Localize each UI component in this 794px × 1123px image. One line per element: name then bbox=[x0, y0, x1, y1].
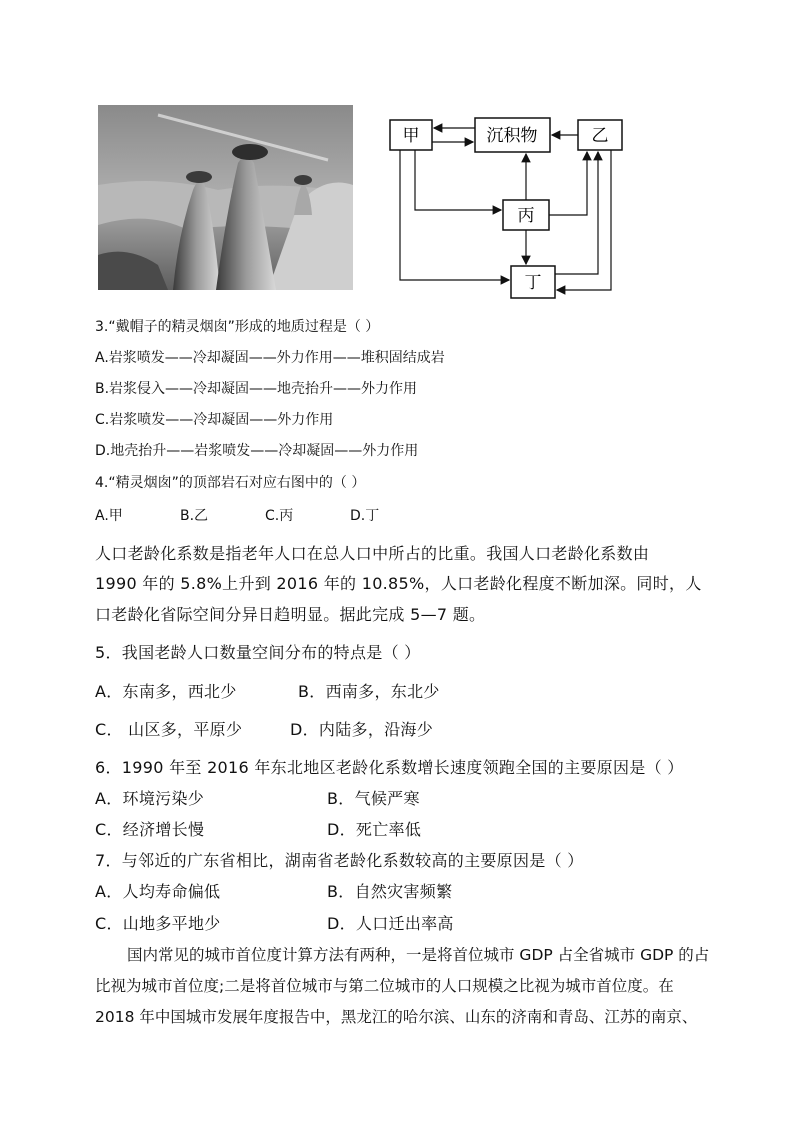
passage2-line2: 比视为城市首位度;二是将首位城市与第二位城市的人口规模之比视为城市首位度。在 bbox=[95, 977, 674, 995]
q5-option-a: A．东南多，西北少 bbox=[95, 682, 237, 701]
passage1-line3: 口老龄化省际空间分异日趋明显。据此完成 5—7 题。 bbox=[95, 605, 486, 624]
q5-stem: 5．我国老龄人口数量空间分布的特点是（ ） bbox=[95, 643, 421, 662]
q3-option-b: B.岩浆侵入——冷却凝固——地壳抬升——外力作用 bbox=[95, 381, 418, 397]
q5-option-b: B．西南多，东北少 bbox=[298, 682, 440, 701]
q6-option-d: D．死亡率低 bbox=[327, 820, 422, 839]
q7-option-a: A．人均寿命偏低 bbox=[95, 882, 221, 901]
q3-stem: 3.“戴帽子的精灵烟囱”形成的地质过程是（ ） bbox=[95, 319, 380, 335]
q5-option-c: C． 山区多，平原少 bbox=[95, 720, 243, 739]
q6-stem: 6．1990 年至 2016 年东北地区老龄化系数增长速度领跑全国的主要原因是（ ） bbox=[95, 758, 684, 777]
passage1-line2: 1990 年的 5.8%上升到 2016 年的 10.85%，人口老龄化程度不断加深。同时，人 bbox=[95, 574, 702, 593]
fairy-chimney-image bbox=[98, 105, 353, 290]
q7-option-b: B．自然灾害频繁 bbox=[327, 882, 453, 901]
q3-option-d: D.地壳抬升——岩浆喷发——冷却凝固——外力作用 bbox=[95, 443, 419, 459]
q4-option-a: A.甲 bbox=[95, 508, 123, 524]
q4-option-b: B.乙 bbox=[180, 508, 209, 524]
q7-option-c: C．山地多平地少 bbox=[95, 914, 221, 933]
rock-cycle-diagram bbox=[385, 108, 630, 303]
q5-option-d: D．内陆多，沿海少 bbox=[290, 720, 434, 739]
q7-stem: 7．与邻近的广东省相比，湖南省老龄化系数较高的主要原因是（ ） bbox=[95, 851, 584, 870]
box-bing: 丙 bbox=[517, 206, 535, 226]
q6-option-c: C．经济增长慢 bbox=[95, 820, 205, 839]
box-jia: 甲 bbox=[402, 126, 420, 146]
box-yi: 乙 bbox=[591, 126, 609, 146]
passage1-line1: 人口老龄化系数是指老年人口在总人口中所占的比重。我国人口老龄化系数由 bbox=[95, 544, 650, 563]
passage2-line3: 2018 年中国城市发展年度报告中，黑龙江的哈尔滨、山东的济南和青岛、江苏的南京、 bbox=[95, 1008, 698, 1026]
q6-option-b: B．气候严寒 bbox=[327, 789, 420, 808]
q3-option-c: C.岩浆喷发——冷却凝固——外力作用 bbox=[95, 412, 334, 428]
box-sediment: 沉积物 bbox=[486, 126, 538, 146]
rock-cycle-arrows bbox=[385, 108, 630, 303]
q4-option-c: C.丙 bbox=[265, 508, 294, 524]
q3-option-a: A.岩浆喷发——冷却凝固——外力作用——堆积固结成岩 bbox=[95, 350, 445, 366]
passage2-line1: 国内常见的城市首位度计算方法有两种，一是将首位城市 GDP 占全省城市 GDP 的占 bbox=[127, 946, 710, 964]
q4-stem: 4.“精灵烟囱”的顶部岩石对应右图中的（ ） bbox=[95, 475, 366, 491]
q4-option-d: D.丁 bbox=[350, 508, 380, 524]
q7-option-d: D．人口迁出率高 bbox=[327, 914, 454, 933]
fairy-chimney-photo bbox=[98, 105, 353, 290]
box-ding: 丁 bbox=[524, 273, 542, 293]
q6-option-a: A．环境污染少 bbox=[95, 789, 205, 808]
